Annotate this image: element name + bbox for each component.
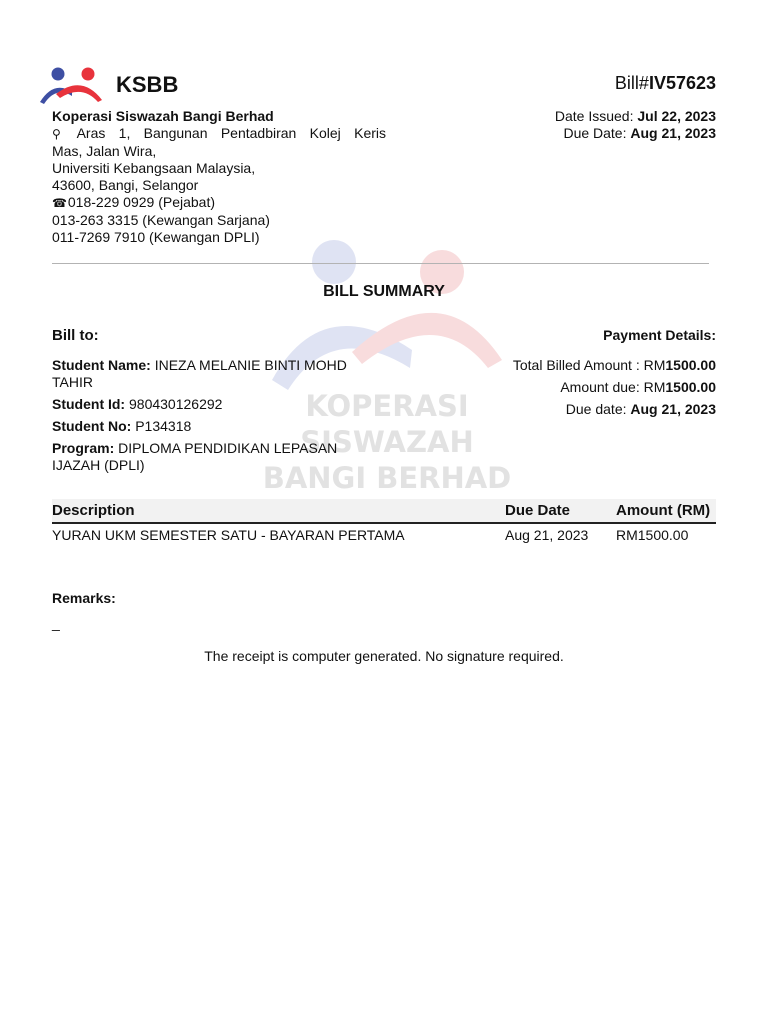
footer-note: The receipt is computer generated. No signature required.: [204, 648, 564, 664]
payment-details: [513, 357, 716, 423]
row-due-date: Aug 21, 2023: [505, 527, 589, 543]
student-program: Program: DIPLOMA PENDIDIKAN LEPASAN IJAZAH (DPLI): [52, 440, 338, 473]
header-description: Description: [52, 502, 135, 519]
company-address-line3: Universiti Kebangsaan Malaysia,: [52, 160, 256, 176]
payment-due-date: Due date: Aug 21, 2023: [565, 401, 716, 417]
row-amount: RM1500.00: [616, 527, 689, 543]
map-marker-icon: ⚲: [52, 127, 61, 141]
company-phone3: 011-7269 7910 (Kewangan DPLI): [52, 229, 260, 245]
bill-items-table: [52, 499, 716, 548]
company-phone2: 013-263 3315 (Kewangan Sarjana): [52, 212, 270, 228]
bill-to-label: Bill to:: [52, 327, 99, 344]
company-address-line2: Mas, Jalan Wira,: [52, 143, 157, 159]
table-header: [52, 499, 716, 524]
bill-dates: [555, 108, 716, 142]
table-row: [52, 524, 716, 548]
company-address-line1: ⚲ Aras 1, Bangunan Pentadbiran Kolej Keris: [52, 125, 387, 141]
company-info: [52, 108, 386, 246]
amount-due: Amount due: RM1500.00: [560, 379, 716, 395]
phone-icon: ☎: [52, 196, 67, 210]
brand-name: KSBB: [116, 72, 179, 97]
total-billed-amount: Total Billed Amount : RM1500.00: [512, 357, 716, 373]
payment-details-label: Payment Details:: [603, 327, 716, 343]
remarks-value: _: [52, 615, 60, 631]
remarks-label: Remarks:: [52, 590, 116, 606]
bill-id: IV57623: [648, 73, 716, 93]
row-description: YURAN UKM SEMESTER SATU - BAYARAN PERTAMA: [52, 527, 405, 543]
bill-prefix: Bill#: [614, 73, 649, 93]
company-phone1: ☎ 018-229 0929 (Pejabat): [52, 194, 215, 210]
header-divider: [52, 263, 709, 264]
company-address-line4: 43600, Bangi, Selangor: [52, 177, 199, 193]
watermark-text: KOPERASI SISWAZAH BANGI BERHAD: [262, 389, 512, 495]
company-name: Koperasi Siswazah Bangi Berhad: [52, 108, 274, 124]
due-date: Due Date: Aug 21, 2023: [563, 125, 716, 141]
student-id: Student Id: 980430126292: [52, 396, 223, 412]
header-amount: Amount (RM): [616, 502, 711, 519]
ksbb-logo: [38, 66, 104, 106]
header-due-date: Due Date: [505, 502, 571, 519]
student-no: Student No: P134318: [52, 418, 192, 434]
student-details: [52, 357, 372, 479]
student-name: Student Name: INEZA MELANIE BINTI MOHD TAHIR: [52, 357, 347, 390]
date-issued: Date Issued: Jul 22, 2023: [554, 108, 716, 124]
bill-summary-title: BILL SUMMARY: [323, 283, 445, 300]
bill-number: [615, 73, 716, 94]
